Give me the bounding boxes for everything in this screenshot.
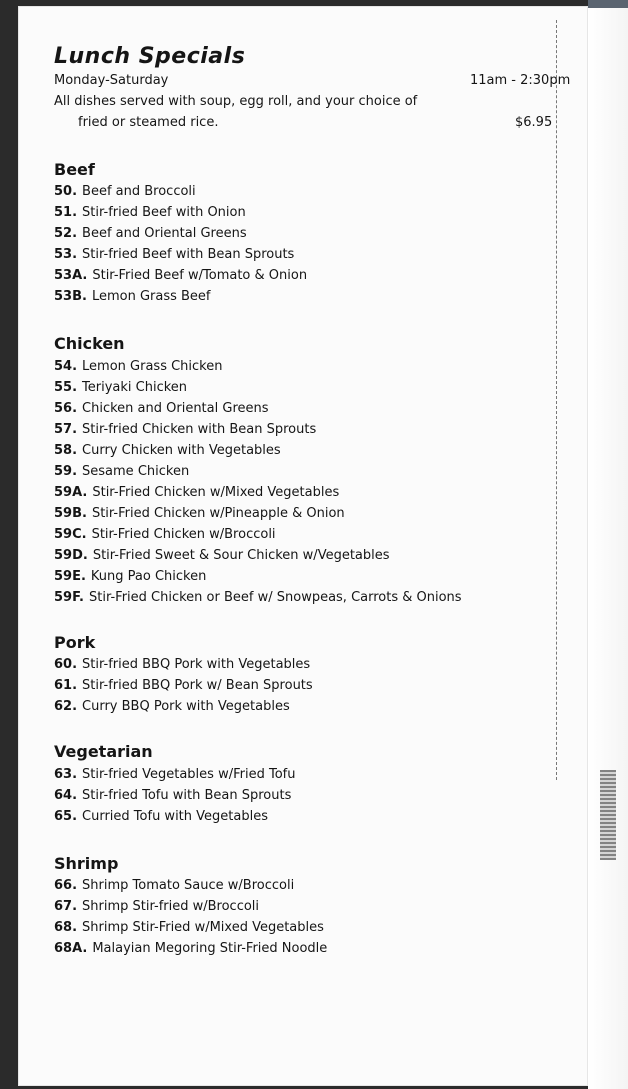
item-number: 51.	[54, 205, 78, 220]
item-number: 59A.	[54, 485, 88, 500]
item-name: Stir-fried BBQ Pork w/ Bean Sprouts	[82, 678, 313, 693]
item-name: Kung Pao Chicken	[90, 569, 207, 584]
item-number: 50.	[54, 184, 78, 199]
item-number: 62.	[54, 699, 78, 714]
menu-item	[54, 205, 246, 220]
menu-item	[54, 548, 390, 563]
menu-item	[54, 464, 189, 479]
item-number: 57.	[54, 422, 78, 437]
item-number: 58.	[54, 443, 78, 458]
item-number: 54.	[54, 359, 78, 374]
item-number: 60.	[54, 657, 78, 672]
item-number: 59E.	[54, 569, 86, 584]
item-name: Stir-fried Beef with Bean Sprouts	[82, 247, 295, 262]
menu-item	[54, 485, 339, 500]
menu-item	[54, 380, 187, 395]
menu-item	[54, 899, 259, 914]
item-name: Stir-Fried Chicken w/Broccoli	[91, 527, 276, 542]
menu-item	[54, 401, 269, 416]
menu-item	[54, 289, 211, 304]
menu-item	[54, 699, 290, 714]
section-title-vegetarian: Vegetarian	[54, 742, 153, 761]
scan-edge	[588, 0, 628, 1089]
item-name: Stir-fried Tofu with Bean Sprouts	[82, 788, 292, 803]
item-name: Stir-Fried Chicken w/Mixed Vegetables	[92, 485, 340, 500]
item-name: Curry BBQ Pork with Vegetables	[82, 699, 290, 714]
item-name: Shrimp Stir-Fried w/Mixed Vegetables	[82, 920, 324, 935]
menu-item	[54, 788, 291, 803]
item-number: 66.	[54, 878, 78, 893]
item-name: Stir-Fried Chicken w/Pineapple & Onion	[91, 506, 345, 521]
item-number: 59D.	[54, 548, 88, 563]
menu-item	[54, 569, 206, 584]
menu-item	[54, 422, 316, 437]
menu-description-line2: fried or steamed rice.	[78, 115, 219, 130]
item-name: Lemon Grass Beef	[91, 289, 211, 304]
item-number: 59.	[54, 464, 78, 479]
item-name: Chicken and Oriental Greens	[82, 401, 269, 416]
item-number: 56.	[54, 401, 78, 416]
menu-item	[54, 941, 327, 956]
item-name: Stir-fried Chicken with Bean Sprouts	[82, 422, 317, 437]
fold-line	[556, 20, 557, 780]
menu-item	[54, 809, 268, 824]
menu-hours: 11am - 2:30pm	[470, 73, 571, 88]
menu-item	[54, 184, 196, 199]
item-number: 68.	[54, 920, 78, 935]
menu-title: Lunch Specials	[54, 44, 246, 69]
item-name: Stir-Fried Sweet & Sour Chicken w/Vegetables	[92, 548, 390, 563]
item-number: 65.	[54, 809, 78, 824]
item-name: Lemon Grass Chicken	[82, 359, 223, 374]
menu-description-line1: All dishes served with soup, egg roll, and your choice of	[54, 94, 418, 109]
menu-item	[54, 359, 222, 374]
item-number: 67.	[54, 899, 78, 914]
item-number: 68A.	[54, 941, 88, 956]
item-number: 59C.	[54, 527, 87, 542]
menu-item	[54, 678, 313, 693]
item-name: Stir-fried BBQ Pork with Vegetables	[82, 657, 311, 672]
menu-item	[54, 527, 276, 542]
menu-price: $6.95	[515, 115, 553, 130]
scan-edge-bar	[588, 0, 628, 8]
item-name: Beef and Oriental Greens	[82, 226, 247, 241]
item-name: Malayian Megoring Stir-Fried Noodle	[92, 941, 328, 956]
menu-item	[54, 247, 294, 262]
menu-item	[54, 657, 310, 672]
item-number: 52.	[54, 226, 78, 241]
item-name: Stir-fried Beef with Onion	[82, 205, 246, 220]
menu-item	[54, 767, 295, 782]
item-name: Sesame Chicken	[82, 464, 190, 479]
item-number: 53A.	[54, 268, 88, 283]
item-name: Beef and Broccoli	[82, 184, 196, 199]
item-number: 59F.	[54, 590, 84, 605]
item-number: 59B.	[54, 506, 87, 521]
menu-item	[54, 590, 462, 605]
item-name: Stir-Fried Chicken or Beef w/ Snowpeas, Carrots & Onions	[89, 590, 462, 605]
scan-artifact	[600, 770, 616, 860]
menu-item	[54, 506, 345, 521]
item-name: Stir-fried Vegetables w/Fried Tofu	[82, 767, 296, 782]
item-name: Teriyaki Chicken	[82, 380, 188, 395]
section-title-beef: Beef	[54, 160, 95, 179]
item-number: 63.	[54, 767, 78, 782]
item-number: 53.	[54, 247, 78, 262]
item-name: Stir-Fried Beef w/Tomato & Onion	[92, 268, 308, 283]
menu-days: Monday-Saturday	[54, 73, 169, 88]
menu-item	[54, 443, 281, 458]
item-name: Curried Tofu with Vegetables	[82, 809, 268, 824]
item-name: Shrimp Tomato Sauce w/Broccoli	[82, 878, 295, 893]
item-name: Shrimp Stir-fried w/Broccoli	[82, 899, 260, 914]
section-title-pork: Pork	[54, 633, 96, 652]
item-name: Curry Chicken with Vegetables	[82, 443, 281, 458]
menu-item	[54, 268, 307, 283]
menu-item	[54, 920, 324, 935]
section-title-chicken: Chicken	[54, 334, 125, 353]
menu-item	[54, 878, 294, 893]
item-number: 64.	[54, 788, 78, 803]
item-number: 55.	[54, 380, 78, 395]
item-number: 53B.	[54, 289, 87, 304]
section-title-shrimp: Shrimp	[54, 854, 119, 873]
item-number: 61.	[54, 678, 78, 693]
menu-item	[54, 226, 247, 241]
